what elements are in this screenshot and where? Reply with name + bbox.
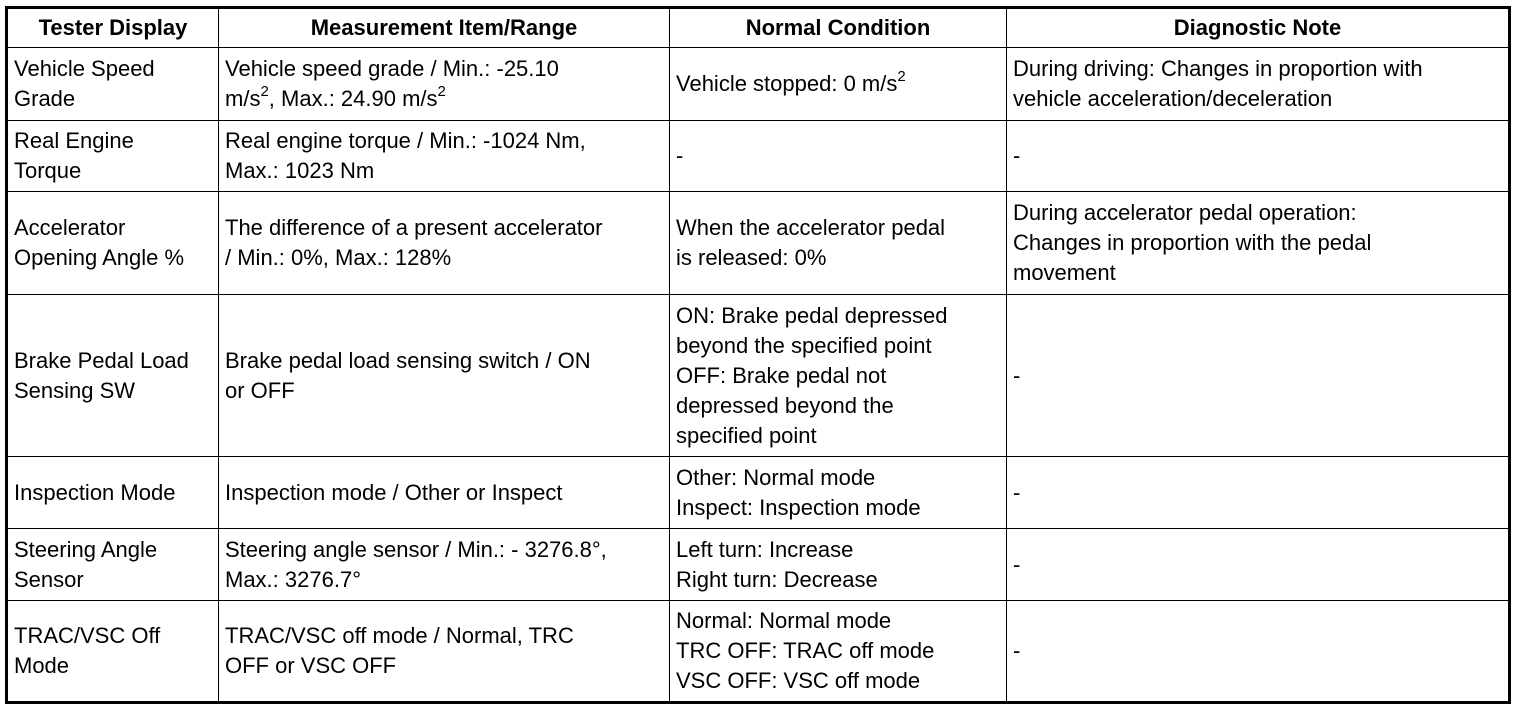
range-text: , Max.: 24.90 m/s (268, 86, 438, 111)
diagnostic-note-cell: - (1007, 121, 1510, 192)
table-row (7, 295, 1510, 457)
tester-display-cell: TRAC/VSC Off Mode (7, 601, 219, 703)
measurement-range-cell: Real engine torque / Min.: -1024 Nm, Max.: 1023 Nm (219, 121, 670, 192)
tester-display-cell: Accelerator Opening Angle % (7, 192, 219, 295)
header-tester-display: Tester Display (7, 8, 219, 48)
table-row (7, 601, 1510, 703)
normal-condition-cell: Left turn: Increase Right turn: Decrease (670, 529, 1007, 601)
diagnostic-note-cell: During driving: Changes in proportion with vehicle acceleration/deceleration (1007, 48, 1510, 121)
superscript: 2 (897, 67, 906, 85)
table-row (7, 529, 1510, 601)
tester-display-cell: Real Engine Torque (7, 121, 219, 192)
measurement-range-cell: The difference of a present accelerator / Min.: 0%, Max.: 128% (219, 192, 670, 295)
table-row (7, 48, 1510, 121)
normal-condition-cell (670, 48, 1007, 121)
normal-text: Vehicle stopped: 0 m/s (676, 71, 898, 96)
diagnostic-note-cell: During accelerator pedal operation: Changes in proportion with the pedal movement (1007, 192, 1510, 295)
table-header-row (7, 8, 1510, 48)
header-normal-condition: Normal Condition (670, 8, 1007, 48)
measurement-range-cell (219, 48, 670, 121)
normal-condition-cell: Other: Normal mode Inspect: Inspection mode (670, 457, 1007, 529)
tester-display-cell: Inspection Mode (7, 457, 219, 529)
superscript: 2 (437, 82, 446, 100)
diagnostic-note-cell: - (1007, 457, 1510, 529)
measurement-range-cell: Brake pedal load sensing switch / ON or OFF (219, 295, 670, 457)
superscript: 2 (260, 82, 269, 100)
tester-display-cell: Brake Pedal Load Sensing SW (7, 295, 219, 457)
measurement-range-cell: Inspection mode / Other or Inspect (219, 457, 670, 529)
normal-condition-cell: ON: Brake pedal depressed beyond the specified point OFF: Brake pedal not depressed beyond the specified point (670, 295, 1007, 457)
diagnostic-note-cell: - (1007, 601, 1510, 703)
diagnostic-note-cell: - (1007, 529, 1510, 601)
normal-condition-cell: - (670, 121, 1007, 192)
normal-condition-cell: Normal: Normal mode TRC OFF: TRAC off mode VSC OFF: VSC off mode (670, 601, 1007, 703)
table-row (7, 121, 1510, 192)
header-diagnostic-note: Diagnostic Note (1007, 8, 1510, 48)
table-row (7, 457, 1510, 529)
tester-display-cell: Vehicle Speed Grade (7, 48, 219, 121)
normal-condition-cell: When the accelerator pedal is released: 0% (670, 192, 1007, 295)
measurement-range-cell: TRAC/VSC off mode / Normal, TRC OFF or VSC OFF (219, 601, 670, 703)
tester-display-cell: Steering Angle Sensor (7, 529, 219, 601)
range-text: Vehicle speed grade / Min.: -25.10 m/s (225, 56, 559, 111)
measurement-range-cell: Steering angle sensor / Min.: - 3276.8°, Max.: 3276.7° (219, 529, 670, 601)
diagnostic-data-table (5, 6, 1511, 704)
header-measurement-item-range: Measurement Item/Range (219, 8, 670, 48)
diagnostic-note-cell: - (1007, 295, 1510, 457)
table-row (7, 192, 1510, 295)
